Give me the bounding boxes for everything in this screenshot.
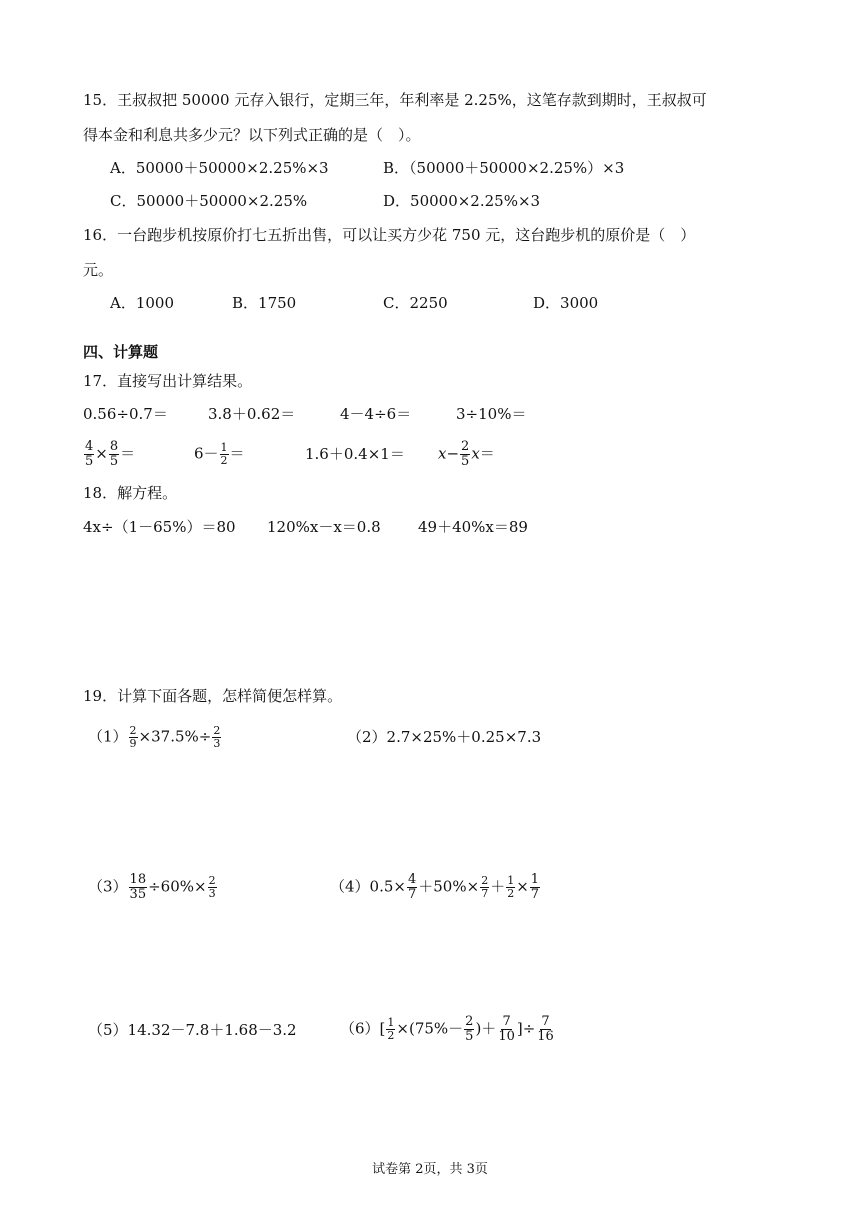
q19-part-6 xyxy=(340,1015,556,1044)
variable-x: x xyxy=(438,444,447,463)
expr-middle: ÷60%× xyxy=(148,877,207,896)
numerator: 1 xyxy=(530,872,540,887)
fraction xyxy=(109,440,119,469)
fraction xyxy=(129,873,148,902)
denominator: 2 xyxy=(220,454,228,467)
fraction xyxy=(460,440,470,469)
q16-option-c: C．2250 xyxy=(383,294,448,312)
q15-option-a: A．50000＋50000×2.25%×3 xyxy=(110,159,329,177)
equals: ＝ xyxy=(229,444,245,463)
q17-item-subtract-fraction xyxy=(194,442,245,467)
numerator: 7 xyxy=(502,1014,511,1029)
fraction xyxy=(530,873,540,902)
part-label: （1） xyxy=(88,727,128,746)
q15-stem-line2: 得本金和利息共多少元？以下列式正确的是（ ）。 xyxy=(83,126,421,144)
q19-part-5 xyxy=(88,1020,297,1040)
numerator: 7 xyxy=(541,1014,550,1029)
bracket-close: ]÷ xyxy=(516,1019,536,1038)
fraction xyxy=(220,442,229,467)
q19-part-4 xyxy=(330,873,541,902)
expr-middle: ＋50%× xyxy=(418,877,480,896)
numerator: 2 xyxy=(208,874,216,887)
fraction xyxy=(129,725,138,750)
denominator: 5 xyxy=(85,454,94,469)
q17-item: 3÷10%＝ xyxy=(456,405,527,423)
denominator: 7 xyxy=(407,887,417,902)
numerator: 1 xyxy=(507,874,515,887)
denominator: 7 xyxy=(481,887,489,900)
page-footer: 试卷第 2页，共 3页 xyxy=(372,1162,488,1177)
expr-middle: ×(75%－ xyxy=(396,1019,464,1038)
part-label: （4） xyxy=(330,877,370,896)
q19-part-3 xyxy=(88,873,218,902)
expr-middle: )＋ xyxy=(475,1019,497,1038)
denominator: 3 xyxy=(208,887,216,900)
q15-option-c: C．50000＋50000×2.25% xyxy=(110,192,308,210)
part-label: （5） xyxy=(88,1021,128,1039)
denominator: 35 xyxy=(129,887,147,902)
numerator: 2 xyxy=(461,439,470,454)
part-label: （2） xyxy=(347,728,387,746)
operator: × xyxy=(95,444,108,463)
fraction xyxy=(84,440,94,469)
q17-item-x-expression xyxy=(438,440,495,469)
variable-x: x xyxy=(471,444,480,463)
q17-item: 4－4÷6＝ xyxy=(340,405,412,423)
q15-option-d: D．50000×2.25%×3 xyxy=(383,192,541,210)
q17-item: 3.8＋0.62＝ xyxy=(208,405,296,423)
fraction xyxy=(506,875,515,900)
numerator: 18 xyxy=(129,872,147,887)
numerator: 2 xyxy=(129,724,137,737)
expr-middle: ×37.5%÷ xyxy=(138,727,212,746)
section-title: 四、计算题 xyxy=(83,343,159,361)
denominator: 3 xyxy=(213,737,221,750)
fraction xyxy=(212,725,221,750)
equals: ＝ xyxy=(479,444,495,463)
numerator: 1 xyxy=(387,1016,395,1029)
q16-option-b: B．1750 xyxy=(232,294,297,312)
q17-stem: 17．直接写出计算结果。 xyxy=(83,372,253,390)
denominator: 2 xyxy=(507,887,515,900)
denominator: 5 xyxy=(465,1029,474,1044)
q16-option-d: D．3000 xyxy=(533,294,599,312)
operator: − xyxy=(446,444,460,463)
numerator: 2 xyxy=(465,1014,474,1029)
fraction xyxy=(536,1015,555,1044)
q17-item: 1.6＋0.4×1＝ xyxy=(305,445,405,463)
numerator: 4 xyxy=(407,872,417,887)
q16-option-a: A．1000 xyxy=(110,294,175,312)
q18-equation: 49＋40%x＝89 xyxy=(418,518,528,536)
expression: 14.32－7.8＋1.68－3.2 xyxy=(127,1021,297,1039)
numerator: 8 xyxy=(109,439,119,454)
fraction xyxy=(208,875,217,900)
denominator: 9 xyxy=(129,737,137,750)
q15-stem-line1: 15．王叔叔把 50000 元存入银行，定期三年，年利率是 2.25%，这笔存款到期时，王叔叔可 xyxy=(83,91,707,109)
denominator: 16 xyxy=(537,1029,554,1044)
part-label: （6） xyxy=(340,1019,380,1038)
denominator: 5 xyxy=(461,454,470,469)
fraction xyxy=(386,1017,395,1042)
bracket-open: [ xyxy=(379,1019,386,1038)
expr-prefix: 6－ xyxy=(194,444,219,463)
numerator: 2 xyxy=(481,874,489,887)
q15-option-b: B．（50000＋50000×2.25%）×3 xyxy=(383,159,625,177)
expr-prefix: 0.5× xyxy=(369,877,406,896)
q19-part-2 xyxy=(347,727,541,747)
fraction xyxy=(464,1015,474,1044)
q19-part-1 xyxy=(88,725,222,750)
denominator: 5 xyxy=(109,454,119,469)
q16-stem-line2: 元。 xyxy=(83,261,114,279)
q18-stem: 18．解方程。 xyxy=(83,484,178,502)
part-label: （3） xyxy=(88,877,128,896)
equals: ＝ xyxy=(120,444,136,463)
denominator: 2 xyxy=(387,1029,395,1042)
q19-stem: 19．计算下面各题，怎样简便怎样算。 xyxy=(83,687,343,705)
q16-stem-line1: 16．一台跑步机按原价打七五折出售，可以让买方少花 750 元，这台跑步机的原价是（ ） xyxy=(83,226,696,244)
q17-item-fraction-product xyxy=(83,440,135,469)
q17-item: 0.56÷0.7＝ xyxy=(83,405,168,423)
numerator: 4 xyxy=(85,439,94,454)
fraction xyxy=(407,873,417,902)
expression: 2.7×25%＋0.25×7.3 xyxy=(386,728,542,746)
fraction xyxy=(480,875,489,900)
numerator: 2 xyxy=(213,724,221,737)
denominator: 10 xyxy=(498,1029,515,1044)
numerator: 1 xyxy=(220,441,228,454)
operator: × xyxy=(516,877,529,896)
fraction xyxy=(497,1015,516,1044)
q18-equation: 4x÷（1－65%）＝80 xyxy=(83,518,236,536)
q18-equation: 120%x－x＝0.8 xyxy=(267,518,381,536)
denominator: 7 xyxy=(530,887,540,902)
operator: ＋ xyxy=(490,877,506,896)
